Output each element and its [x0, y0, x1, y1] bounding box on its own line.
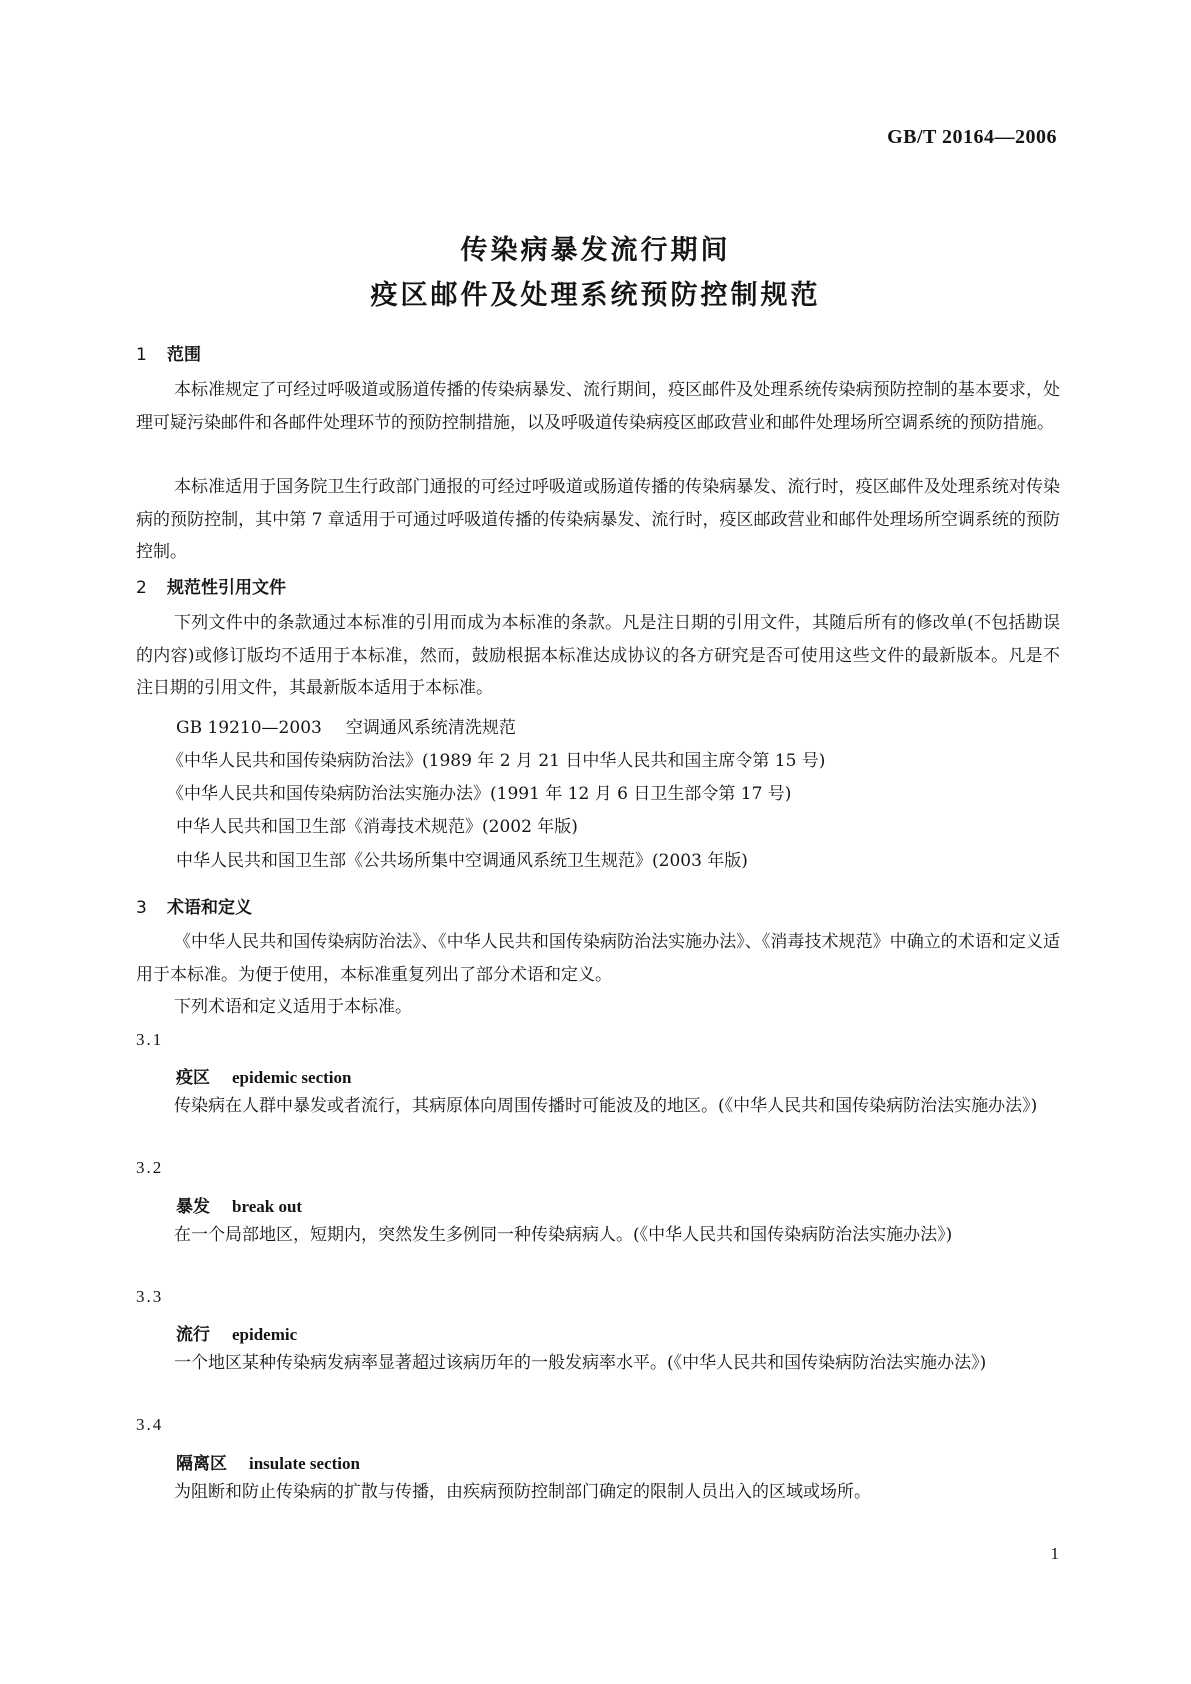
- term-number: 3.2: [136, 1158, 164, 1177]
- term-cn: 隔离区: [176, 1454, 227, 1474]
- paragraph: 下列术语和定义适用于本标准。: [174, 997, 412, 1017]
- title-line-1: 传染病暴发流行期间: [460, 235, 731, 266]
- paragraph: 下列文件中的条款通过本标准的引用而成为本标准的条款。凡是注日期的引用文件，其随后所有的修改单(不包括勘误的内容)或修订版均不适用于本标准，然而，鼓励根据本标准达成协议的各方研究是否可使用这些文件的最新版本。凡是不注日期的引用文件，其最新版本适用于本标准。: [136, 613, 1060, 698]
- term-number: 3.1: [136, 1030, 164, 1049]
- term-heading: [176, 1192, 302, 1217]
- paragraph: 本标准规定了可经过呼吸道或肠道传播的传染病暴发、流行期间，疫区邮件及处理系统传染病预防控制的基本要求，处理可疑污染邮件和各邮件处理环节的预防控制措施，以及呼吸道传染病疫区邮政营业和邮件处理场所空调系统的预防措施。: [136, 380, 1060, 433]
- term-heading: [176, 1449, 360, 1474]
- term-heading: [176, 1063, 351, 1088]
- paragraph: 《中华人民共和国传染病防治法》、《中华人民共和国传染病防治法实施办法》、《消毒技术规范》中确立的术语和定义适用于本标准。为便于使用，本标准重复列出了部分术语和定义。: [136, 932, 1060, 985]
- term-en: break out: [232, 1197, 303, 1216]
- term-cn: 流行: [176, 1325, 210, 1345]
- section-3-heading: [136, 893, 252, 918]
- term-heading: [176, 1320, 297, 1345]
- term-en: epidemic: [232, 1325, 298, 1344]
- section-title: 范围: [167, 345, 201, 365]
- reference-item: 中华人民共和国卫生部《消毒技术规范》(2002 年版): [176, 817, 578, 837]
- term-definition: 一个地区某种传染病发病率显著超过该病历年的一般发病率水平。(《中华人民共和国传染病防治法实施办法》): [174, 1353, 987, 1373]
- section-number: 1: [136, 345, 147, 365]
- reference-item: [176, 713, 516, 738]
- section-title: 规范性引用文件: [167, 578, 286, 598]
- term-cn: 暴发: [176, 1197, 210, 1217]
- section-number: 3: [136, 898, 147, 918]
- term-definition: 传染病在人群中暴发或者流行，其病原体向周围传播时可能波及的地区。(《中华人民共和国传染病防治法实施办法》): [174, 1096, 1038, 1116]
- section-2-heading: [136, 573, 286, 598]
- reference-name: 空调通风系统清洗规范: [345, 718, 516, 738]
- term-en: epidemic section: [232, 1068, 352, 1087]
- term-en: insulate section: [249, 1454, 360, 1473]
- reference-item: 《中华人民共和国传染病防治法实施办法》(1991 年 12 月 6 日卫生部令第 17 号): [167, 784, 792, 804]
- term-definition: 为阻断和防止传染病的扩散与传播，由疾病预防控制部门确定的限制人员出入的区域或场所。: [174, 1482, 871, 1502]
- term-number: 3.3: [136, 1287, 164, 1306]
- paragraph: 本标准适用于国务院卫生行政部门通报的可经过呼吸道或肠道传播的传染病暴发、流行时，疫区邮件及处理系统对传染病的预防控制，其中第 7 章适用于可通过呼吸道传播的传染病暴发、流行时，疫区邮政营业和邮件处理场所空调系统的预防控制。: [136, 477, 1060, 562]
- reference-item: 中华人民共和国卫生部《公共场所集中空调通风系统卫生规范》(2003 年版): [176, 851, 748, 871]
- term-cn: 疫区: [176, 1068, 210, 1088]
- section-number: 2: [136, 578, 147, 598]
- standard-number: GB/T 20164—2006: [887, 126, 1057, 148]
- reference-item: 《中华人民共和国传染病防治法》(1989 年 2 月 21 日中华人民共和国主席令第 15 号): [167, 751, 826, 771]
- reference-code: GB 19210—2003: [176, 718, 322, 738]
- term-number: 3.4: [136, 1415, 164, 1434]
- section-title: 术语和定义: [167, 898, 252, 918]
- page-number: 1: [1050, 1544, 1059, 1563]
- term-definition: 在一个局部地区，短期内，突然发生多例同一种传染病病人。(《中华人民共和国传染病防治法实施办法》): [174, 1225, 953, 1245]
- title-line-2: 疫区邮件及处理系统预防控制规范: [370, 280, 821, 311]
- section-1-heading: [136, 340, 201, 365]
